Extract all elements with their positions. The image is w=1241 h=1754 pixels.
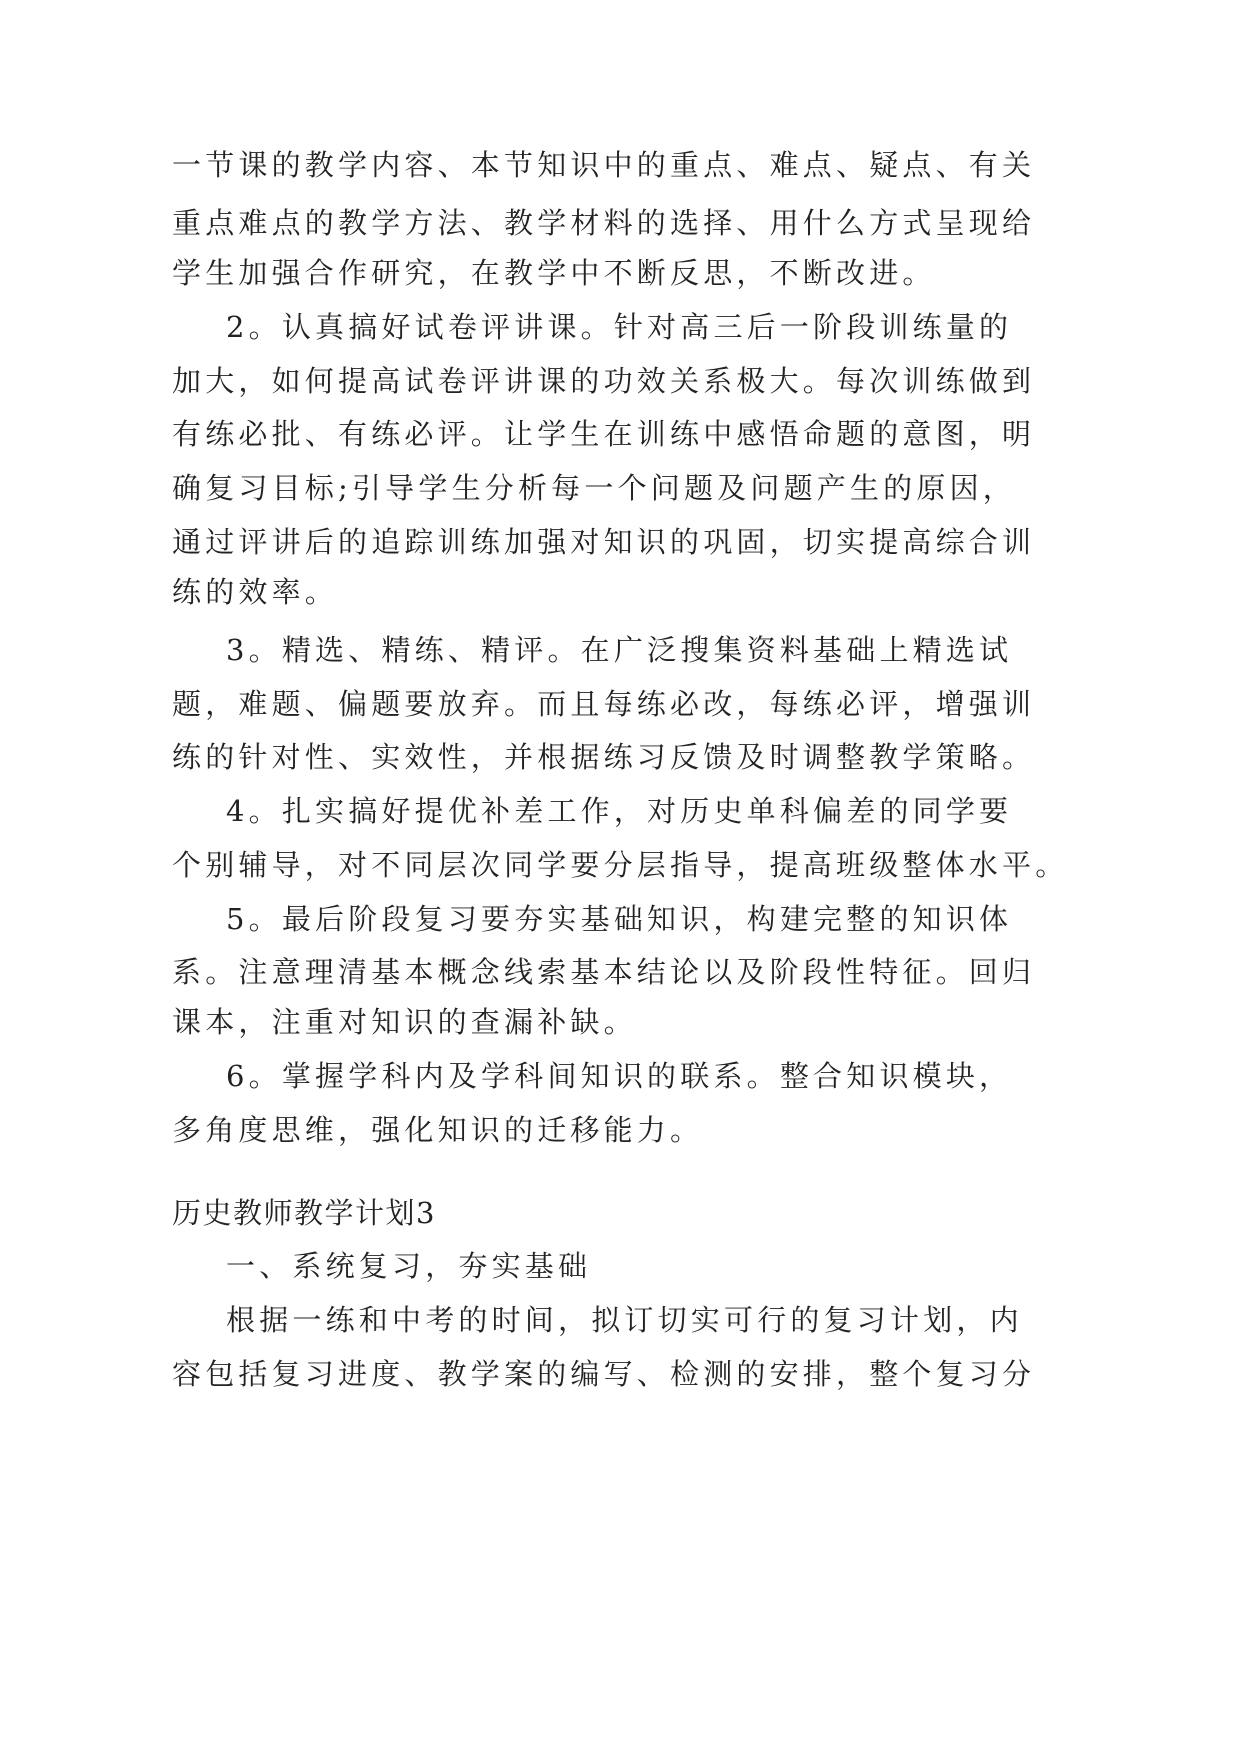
text-line: 课本，注重对知识的查漏补缺。	[172, 1005, 637, 1039]
text-line: 确复习目标;引导学生分析每一个问题及问题产生的原因，	[172, 471, 1016, 505]
text-line: 加大，如何提高试卷评讲课的功效关系极大。每次训练做到	[172, 364, 1036, 398]
section-title: 历史教师教学计划3	[172, 1196, 436, 1230]
text-line: 根据一练和中考的时间，拟订切实可行的复习计划，内	[226, 1303, 1023, 1337]
text-line: 学生加强合作研究，在教学中不断反思，不断改进。	[172, 256, 936, 290]
text-line: 容包括复习进度、教学案的编写、检测的安排，整个复习分	[172, 1357, 1036, 1391]
subheading: 一、系统复习，夯实基础	[226, 1249, 592, 1283]
text-line: 练的效率。	[172, 575, 339, 609]
text-line: 一节课的教学内容、本节知识中的重点、难点、疑点、有关	[172, 148, 1036, 182]
text-line: 2。认真搞好试卷评讲课。针对高三后一阶段训练量的	[226, 310, 1013, 344]
text-line: 3。精选、精练、精评。在广泛搜集资料基础上精选试	[226, 633, 1013, 667]
text-line: 多角度思维，强化知识的迁移能力。	[172, 1113, 704, 1147]
text-line: 练的针对性、实效性，并根据练习反馈及时调整教学策略。	[172, 740, 1036, 774]
text-line: 个别辅导，对不同层次同学要分层指导，提高班级整体水平。	[172, 848, 1069, 882]
text-line: 6。掌握学科内及学科间知识的联系。整合知识模块，	[226, 1059, 1013, 1093]
text-line: 通过评讲后的追踪训练加强对知识的巩固，切实提高综合训	[172, 525, 1036, 559]
text-line: 4。扎实搞好提优补差工作，对历史单科偏差的同学要	[226, 794, 1013, 828]
text-line: 题，难题、偏题要放弃。而且每练必改，每练必评，增强训	[172, 687, 1036, 721]
text-line: 5。最后阶段复习要夯实基础知识，构建完整的知识体	[226, 902, 1013, 936]
text-line: 重点难点的教学方法、教学材料的选择、用什么方式呈现给	[172, 206, 1036, 240]
text-line: 系。注意理清基本概念线索基本结论以及阶段性特征。回归	[172, 955, 1036, 989]
text-line: 有练必批、有练必评。让学生在训练中感悟命题的意图，明	[172, 417, 1036, 451]
